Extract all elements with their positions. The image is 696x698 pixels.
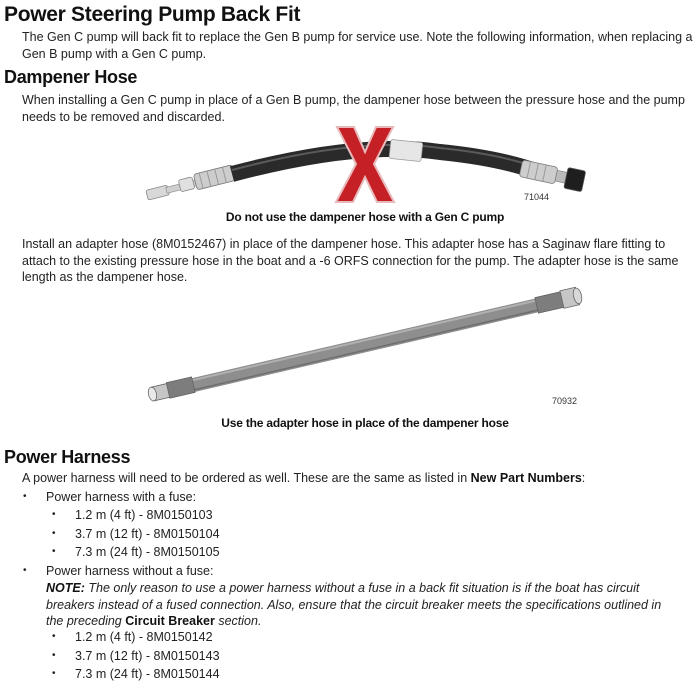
note-label: NOTE: bbox=[46, 581, 85, 595]
harness-intro-paragraph bbox=[22, 470, 694, 487]
figure-caption: Do not use the dampener hose with a Gen C pump bbox=[225, 210, 505, 224]
figure-number: 71044 bbox=[524, 192, 550, 202]
bullet-icon: • bbox=[23, 565, 27, 576]
list-item: 1.2 m (4 ft) - 8M0150142 bbox=[75, 630, 213, 644]
list-item-without-fuse: Power harness without a fuse: bbox=[46, 564, 214, 578]
note-paragraph bbox=[46, 580, 676, 630]
section-heading-power-harness: Power Harness bbox=[4, 447, 131, 467]
figure-caption: Use the adapter hose in place of the dampener hose bbox=[221, 416, 509, 430]
dampener-paragraph: When installing a Gen C pump in place of a Gen B pump, the dampener hose between the pressure hose and the pump needs to be removed and discarded. bbox=[22, 93, 685, 124]
list-item: 3.7 m (12 ft) - 8M0150143 bbox=[75, 649, 220, 663]
bullet-icon: • bbox=[52, 650, 56, 661]
list-item: 7.3 m (24 ft) - 8M0150105 bbox=[75, 545, 220, 559]
figure-number: 70932 bbox=[552, 396, 578, 406]
list-item: 7.3 m (24 ft) - 8M0150144 bbox=[75, 667, 220, 681]
bullet-icon: • bbox=[52, 528, 56, 539]
adapter-hose-paragraph: Install an adapter hose (8M0152467) in place of the dampener hose. This adapter hose has a Saginaw flare fitting to attach to the existing pressure hose in the boat and a -6 ORFS connection for the pump. The adapter hose is the same length as the dampener hose. bbox=[22, 237, 679, 284]
intro-paragraph: The Gen C pump will back fit to replace the Gen B pump for service use. Note the following information, when replacing a Gen B pump with a Gen C pump. bbox=[22, 30, 693, 61]
bullet-icon: • bbox=[23, 491, 27, 502]
note-text: The only reason to use a power harness without a fuse in a back fit situation is if the boat has circuit breakers instead of a fused connection. Also, ensure that the circuit breaker meets the specifications outlined in the preceding bbox=[46, 581, 662, 628]
note-end: section. bbox=[214, 614, 262, 628]
page-title: Power Steering Pump Back Fit bbox=[4, 3, 301, 26]
intro-text: A power harness will need to be ordered as well. These are the same as listed in bbox=[22, 471, 471, 485]
intro-punctuation: : bbox=[581, 471, 586, 485]
list-item: 3.7 m (12 ft) - 8M0150104 bbox=[75, 527, 220, 541]
bullet-icon: • bbox=[52, 631, 56, 642]
circuit-breaker-reference: Circuit Breaker bbox=[125, 614, 215, 628]
red-x-prohibited-icon bbox=[336, 127, 394, 202]
adapter-hose-image bbox=[140, 286, 590, 411]
adapter-hose-figure bbox=[140, 286, 590, 411]
bullet-icon: • bbox=[52, 509, 56, 520]
dampener-hose-image bbox=[140, 122, 590, 207]
dampener-hose-figure bbox=[140, 122, 590, 207]
new-part-numbers-link-text: New Part Numbers bbox=[470, 471, 582, 485]
list-item-with-fuse: Power harness with a fuse: bbox=[46, 490, 197, 504]
bullet-icon: • bbox=[52, 668, 56, 679]
section-heading-dampener-hose: Dampener Hose bbox=[4, 67, 138, 87]
list-item: 1.2 m (4 ft) - 8M0150103 bbox=[75, 508, 213, 522]
bullet-icon: • bbox=[52, 546, 56, 557]
